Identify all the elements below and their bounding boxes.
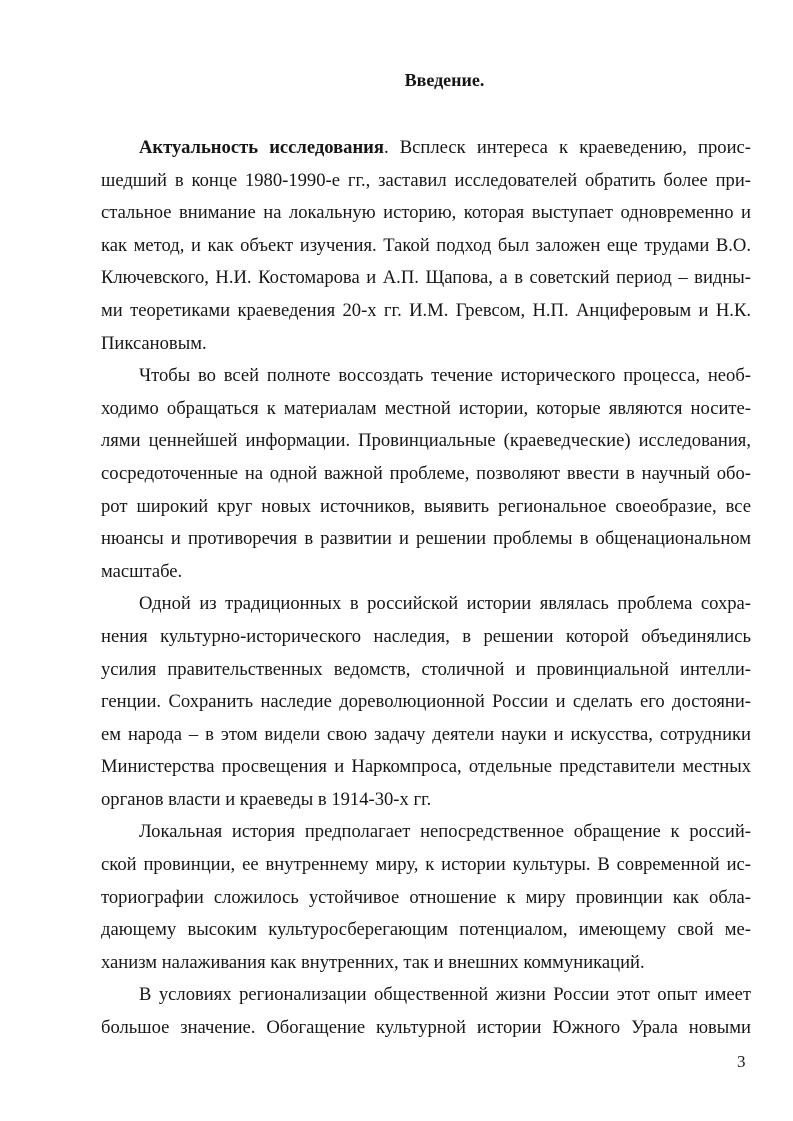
paragraph-line: В условиях регионализации общественной жизни России этот опыт имеет (139, 984, 751, 1006)
paragraph-line (101, 132, 751, 165)
paragraph-relevance (101, 132, 751, 360)
paragraph-line: нения культурно-исторического наследия, в решении которой объединялись (101, 625, 751, 647)
paragraph-line: как метод, и как объект изучения. Такой подход был заложен еще трудами В.О. (101, 234, 751, 256)
page-number: 3 (737, 1052, 746, 1071)
paragraph-line: Пиксановым. (101, 332, 207, 354)
paragraph-line: лями ценнейшей информации. Провинциальные (краеведческие) исследования, (101, 430, 751, 452)
paragraph-province (101, 816, 751, 979)
body-text (101, 132, 751, 1045)
paragraph-line: шедший в конце 1980-1990-е гг., заставил исследователей обратить более при- (101, 169, 751, 191)
paragraph-line: Ключевского, Н.И. Костомарова и А.П. Щапова, а в советский период – видны- (101, 267, 751, 289)
paragraph-line: ем народа – в этом видели свою задачу деятели науки и искусства, сотрудники (101, 723, 751, 745)
paragraph-line-text: . Всплеск интереса к краеведению, проис- (383, 137, 751, 158)
paragraph-line: ской провинции, ее внутреннему миру, к истории культуры. В современной ис- (101, 854, 751, 876)
paragraph-line: Министерства просвещения и Наркомпроса, отдельные представители местных (101, 756, 751, 778)
paragraph-regionalization (101, 979, 751, 1044)
lead-phrase: Актуальность исследования (139, 137, 384, 158)
paragraph-line: ходимо обращаться к материалам местной истории, которые являются носите- (101, 397, 751, 419)
paragraph-line: ториографии сложилось устойчивое отношение к миру провинции как обла- (101, 886, 751, 908)
paragraph-line: генции. Сохранить наследие дореволюционной России и сделать его достояни- (101, 691, 751, 713)
paragraph-line: органов власти и краеведы в 1914-30-х гг. (101, 788, 432, 810)
paragraph-heritage (101, 588, 751, 816)
paragraph-line: ми теоретиками краеведения 20-х гг. И.М. Гревсом, Н.П. Анциферовым и Н.К. (101, 299, 751, 321)
paragraph-line: дающему высоким культуросберегающим потенциалом, имеющему свой ме- (101, 919, 751, 941)
paragraph-line: нюансы и противоречия в развитии и решении проблемы в общенациональном (101, 528, 751, 550)
paragraph-local-history (101, 360, 751, 588)
paragraph-line: Одной из традиционных в российской истории являлась проблема сохра- (139, 593, 751, 615)
paragraph-line: ханизм налаживания как внутренних, так и внешних коммуникаций. (101, 951, 645, 973)
paragraph-line: стальное внимание на локальную историю, которая выступает одновременно и (101, 202, 751, 224)
paragraph-line: Чтобы во всей полноте воссоздать течение исторического процесса, необ- (139, 365, 751, 387)
paragraph-line: большое значение. Обогащение культурной истории Южного Урала новыми (101, 1017, 751, 1039)
paragraph-line: рот широкий круг новых источников, выявить региональное своеобразие, все (101, 495, 751, 517)
paragraph-line: Локальная история предполагает непосредственное обращение к россий- (139, 821, 751, 843)
paragraph-line: масштабе. (101, 560, 183, 582)
paragraph-line: усилия правительственных ведомств, столичной и провинциальной интелли- (101, 658, 751, 680)
page-title: Введение. (404, 70, 485, 90)
paragraph-line: сосредоточенные на одной важной проблеме, позволяют ввести в научный обо- (101, 462, 751, 484)
